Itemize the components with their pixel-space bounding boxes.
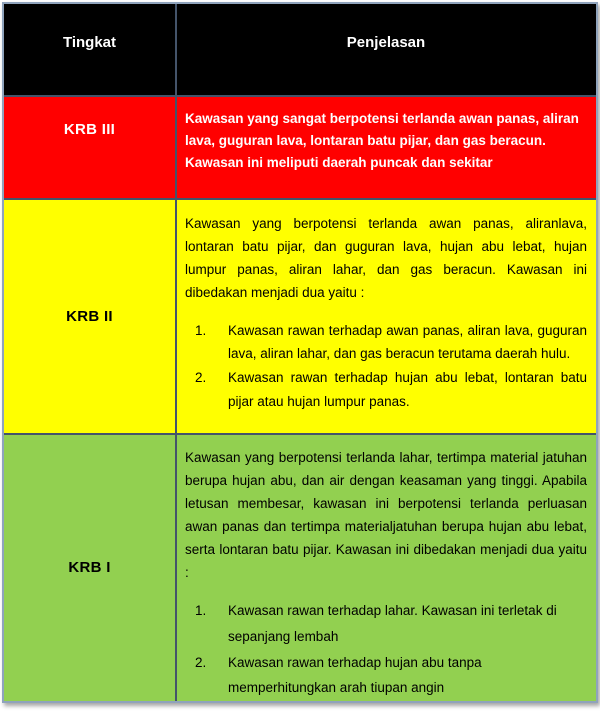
list-item: [185, 319, 587, 366]
list-item-number: 2.: [195, 369, 207, 385]
header-label-penjelasan: Penjelasan: [346, 33, 426, 51]
level-cell-krb3: [4, 97, 177, 198]
desc-cell-krb3: [177, 97, 596, 198]
level-label-krb1: KRB I: [68, 559, 111, 577]
list-item-text: Kawasan rawan terhadap hujan abu tanpa memperhitungkan arah tiupan angin: [228, 654, 482, 696]
desc-text-krb1: [185, 435, 587, 701]
table-row-krb1: [4, 433, 596, 701]
list-item-text: Kawasan rawan terhadap hujan abu lebat, lontaran batu pijar atau hujan lumpur panas.: [228, 369, 587, 409]
table-header-row: [4, 4, 596, 95]
desc-text-krb3: [185, 97, 587, 174]
list-item-number: 1.: [195, 322, 207, 338]
desc-paragraph-krb3: Kawasan yang sangat berpotensi terlanda awan panas, aliran lava, guguran lava, lontaran batu pijar, dan gas beracun. Kawasan ini meliputi daerah puncak dan sekitar: [185, 110, 579, 170]
desc-text-krb2: [185, 200, 587, 413]
krb-hazard-table: [2, 2, 598, 703]
numbered-list-krb1: [185, 598, 587, 701]
desc-paragraph-krb2: Kawasan yang berpotensi terlanda awan panas, aliranlava, lontaran batu pijar, dan guguran lava, hujan abu lebat, hujan lumpur panas, aliran lahar, dan gas beracun. Kawasan ini dibedakan menjadi dua yaitu :: [185, 215, 587, 300]
level-cell-krb1: [4, 435, 177, 701]
desc-cell-krb1: [177, 435, 596, 701]
list-item-number: 1.: [195, 603, 207, 619]
list-item-text: Kawasan rawan terhadap awan panas, aliran lava, guguran lava, aliran lahar, dan gas beracun terutama daerah hulu.: [228, 322, 587, 362]
header-label-tingkat: Tingkat: [62, 33, 117, 51]
numbered-list-krb2: [185, 319, 587, 414]
header-cell-penjelasan: [177, 4, 596, 95]
level-label-krb3: KRB III: [63, 120, 116, 138]
list-item: [185, 650, 587, 701]
list-item: [185, 598, 587, 649]
level-cell-krb2: [4, 200, 177, 433]
table-row-krb3: [4, 95, 596, 198]
level-label-krb2: KRB II: [66, 307, 113, 325]
desc-paragraph-krb1: Kawasan yang berpotensi terlanda lahar, tertimpa material jatuhan berupa hujan abu, dan air dengan keasaman yang tinggi. Apabila letusan membesar, kawasan ini berpotensi terlanda perluasan awan panas dan tertimpa materialjatuhan berupa hujan abu lebat, serta lontaran batu pijar. Kawasan ini dibedakan menjadi dua yaitu :: [185, 449, 587, 580]
list-item-number: 2.: [195, 654, 207, 670]
table-row-krb2: [4, 198, 596, 433]
desc-cell-krb2: [177, 200, 596, 433]
header-cell-tingkat: [4, 4, 177, 95]
list-item-text: Kawasan rawan terhadap lahar. Kawasan ini terletak di sepanjang lembah: [228, 603, 557, 645]
list-item: [185, 366, 587, 413]
